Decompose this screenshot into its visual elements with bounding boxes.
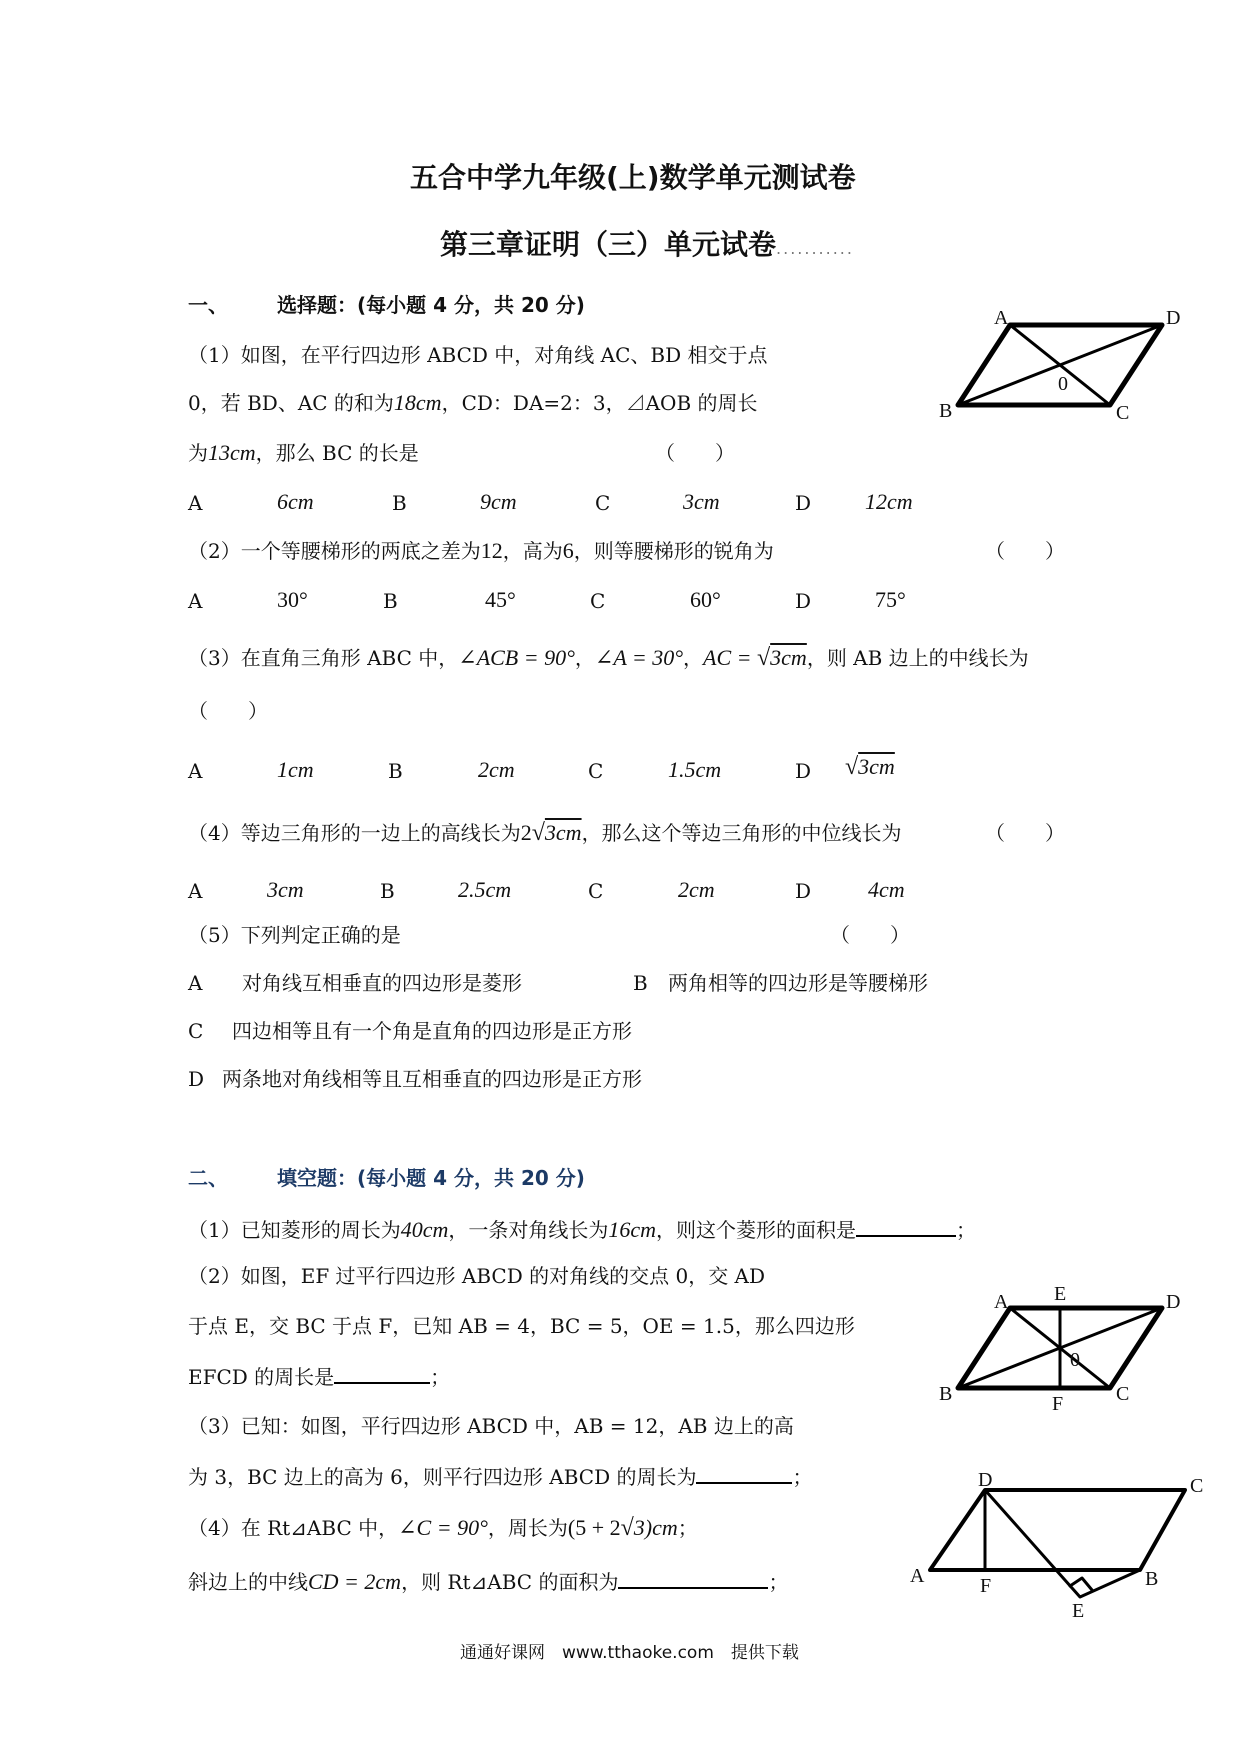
s2q1-text-c: ，则这个菱形的面积是 xyxy=(656,1218,857,1242)
figure-3-parallelogram-heights xyxy=(900,1460,1215,1622)
q3-math-1: ∠ACB = 90° xyxy=(458,645,575,670)
q5-option-b-text: 两角相等的四边形是等腰梯形 xyxy=(668,971,928,995)
fig3-label-d: D xyxy=(978,1469,993,1491)
q3-math-3a: AC = xyxy=(703,645,757,670)
s2q3-line2 xyxy=(188,1462,812,1490)
s2q4-end: ； xyxy=(768,1570,789,1594)
fig3-label-f: F xyxy=(980,1575,992,1597)
q3-sep-1: ， xyxy=(574,646,595,670)
footer-text: 通通好课网 www.tthaoke.com 提供下载 xyxy=(460,1643,799,1663)
fig2-label-o: 0 xyxy=(1070,1349,1080,1371)
q4-sqrt-symbol: √ xyxy=(531,820,545,846)
q3-math-3b: 3cm xyxy=(770,645,807,670)
s2q2-end: ； xyxy=(430,1365,451,1389)
s2q1-text-a: （1）已知菱形的周长为 xyxy=(188,1218,401,1242)
q3-option-c-letter: C xyxy=(588,759,604,783)
fig1-label-a: A xyxy=(994,307,1009,329)
s2q4-math-1: ∠C = 90° xyxy=(398,1515,488,1540)
fig2-label-e: E xyxy=(1054,1283,1067,1305)
q4-math-1b: 3cm xyxy=(544,820,582,845)
s2q3-line1: （3）已知：如图，平行四边形 ABCD 中，AB = 12，AB 边上的高 xyxy=(188,1414,794,1438)
q3-math-2: ∠A = 30° xyxy=(594,645,684,670)
q4-option-d-letter: D xyxy=(795,879,812,903)
s2q4-line2-b: ，则 Rt⊿ABC 的面积为 xyxy=(401,1570,619,1594)
s2q4-line2-math: CD = 2cm xyxy=(308,1569,402,1594)
q4-option-b-letter: B xyxy=(380,879,395,903)
q5-option-a-text: 对角线互相垂直的四边形是菱形 xyxy=(242,971,522,995)
fig2-label-c: C xyxy=(1116,1383,1130,1405)
q3-text-a: （3）在直角三角形 ABC 中， xyxy=(188,646,459,670)
s2q3-answer-blank[interactable] xyxy=(696,1462,792,1484)
q2-option-d-letter: D xyxy=(795,589,812,613)
page-subtitle xyxy=(440,228,854,262)
section2-heading: 填空题：(每小题 4 分，共 20 分) xyxy=(277,1166,585,1190)
subtitle-dots: ........... xyxy=(776,239,854,258)
fig3-label-c: C xyxy=(1190,1475,1204,1497)
q2-option-c-letter: C xyxy=(590,589,606,613)
q3-text-b: ，则 AB 边上的中线长为 xyxy=(806,646,1029,670)
q3-option-a-value: 1cm xyxy=(277,757,314,782)
q1-option-d-value: 12cm xyxy=(865,489,913,514)
s2q1-end: ； xyxy=(956,1218,977,1242)
subtitle-text: 第三章证明（三）单元试卷 xyxy=(440,228,777,261)
fig1-label-d: D xyxy=(1166,307,1181,329)
page-title: 五合中学九年级(上)数学单元测试卷 xyxy=(410,161,856,194)
q5-text: （5）下列判定正确的是 xyxy=(188,923,401,947)
q1-line2 xyxy=(188,390,758,416)
fig2-label-a: A xyxy=(994,1291,1009,1313)
fig3-height-de xyxy=(985,1490,1140,1597)
s2q4-text-a: （4）在 Rt⊿ABC 中， xyxy=(188,1516,399,1540)
s2q4-line2 xyxy=(188,1567,788,1595)
q1-option-a-letter: A xyxy=(188,491,203,515)
q3-option-d-sqrt: √ xyxy=(845,754,859,780)
q1-line3-math: 13cm xyxy=(208,440,256,465)
q4-text-b: ，那么这个等边三角形的中位线长为 xyxy=(581,821,902,845)
q1-line3-b: ，那么 BC 的长是 xyxy=(255,441,419,465)
q3-sqrt-symbol: √ xyxy=(757,645,771,671)
q5-option-b-letter: B xyxy=(633,971,648,995)
q1-line3-a: 为 xyxy=(188,441,208,465)
section1-number: 一、 xyxy=(188,293,228,317)
s2q1-math-1: 40cm xyxy=(400,1217,449,1242)
fig1-label-o: 0 xyxy=(1058,373,1068,395)
section2-number: 二、 xyxy=(188,1166,228,1190)
q1-option-d-letter: D xyxy=(795,491,812,515)
q2-option-d-value: 75° xyxy=(875,587,906,612)
q4-option-a-letter: A xyxy=(188,879,203,903)
q3-option-d-text: 3cm xyxy=(858,754,895,779)
q3-option-d-value xyxy=(845,754,895,780)
s2q2-line3 xyxy=(188,1362,450,1390)
q1-answer-paren: （ ） xyxy=(655,441,735,465)
q4-option-a-value: 3cm xyxy=(267,877,304,902)
q1-option-b-letter: B xyxy=(392,491,407,515)
q4-text xyxy=(188,820,902,846)
q1-option-a-value: 6cm xyxy=(277,489,314,514)
q3-text xyxy=(188,645,1029,671)
s2q1-math-2: 16cm xyxy=(608,1217,657,1242)
q4-math-1a: 2 xyxy=(520,820,532,845)
q4-option-c-letter: C xyxy=(588,879,604,903)
fig2-label-d: D xyxy=(1166,1291,1181,1313)
q4-text-a: （4）等边三角形的一边上的高线长为 xyxy=(188,821,521,845)
q5-option-c-text: 四边相等且有一个角是直角的四边形是正方形 xyxy=(232,1019,632,1043)
s2q2-answer-blank[interactable] xyxy=(334,1362,430,1384)
fig3-label-e: E xyxy=(1072,1600,1085,1622)
q2-option-b-letter: B xyxy=(383,589,398,613)
q3-option-d-letter: D xyxy=(795,759,812,783)
q4-option-b-value: 2.5cm xyxy=(458,877,512,902)
q2-option-a-value: 30° xyxy=(277,587,308,612)
s2q4-line1 xyxy=(188,1515,698,1541)
figure-2-parallelogram-ef xyxy=(930,1278,1190,1418)
q2-math-2: 6 xyxy=(562,538,574,563)
s2q1-text-b: ，一条对角线长为 xyxy=(448,1218,609,1242)
q2-text-b: ，高为 xyxy=(502,539,563,563)
q5-option-d-letter: D xyxy=(188,1067,205,1091)
s2q1-answer-blank[interactable] xyxy=(856,1215,956,1237)
q5-option-a-letter: A xyxy=(188,971,203,995)
s2q4-line2-a: 斜边上的中线 xyxy=(188,1570,308,1594)
q3-answer-paren: （ ） xyxy=(188,699,268,723)
s2q3-line2-text: 为 3，BC 边上的高为 6，则平行四边形 ABCD 的周长为 xyxy=(188,1465,697,1489)
q1-line3 xyxy=(188,440,419,466)
section1-heading: 选择题：(每小题 4 分，共 20 分) xyxy=(277,293,585,317)
fig1-label-b: B xyxy=(939,400,953,422)
s2q4-math-2b: 3)cm xyxy=(633,1515,678,1540)
s2q4-text-b: ，周长为 xyxy=(487,1516,568,1540)
q5-option-c-letter: C xyxy=(188,1019,204,1043)
q1-option-c-letter: C xyxy=(595,491,611,515)
q3-option-b-value: 2cm xyxy=(478,757,515,782)
s2q2-line3-text: EFCD 的周长是 xyxy=(188,1365,335,1389)
q3-option-c-value: 1.5cm xyxy=(668,757,722,782)
q2-option-b-value: 45° xyxy=(485,587,516,612)
s2q4-text-c: ； xyxy=(677,1516,698,1540)
q1-option-b-value: 9cm xyxy=(480,489,517,514)
q3-sep-2: ， xyxy=(683,646,704,670)
q2-text-c: ，则等腰梯形的锐角为 xyxy=(573,539,774,563)
q3-option-a-letter: A xyxy=(188,759,203,783)
q2-option-c-value: 60° xyxy=(690,587,721,612)
fig3-parallelogram-outline xyxy=(930,1490,1185,1570)
s2q4-math-2a: (5 + 2 xyxy=(567,1515,621,1540)
fig2-label-f: F xyxy=(1052,1393,1064,1415)
q2-option-a-letter: A xyxy=(188,589,203,613)
s2q4-answer-blank[interactable] xyxy=(618,1567,768,1589)
q2-math-1: 12 xyxy=(480,538,503,563)
q1-line1: （1）如图，在平行四边形 ABCD 中，对角线 AC、BD 相交于点 xyxy=(188,343,768,367)
fig2-label-b: B xyxy=(939,1383,953,1405)
fig3-label-a: A xyxy=(910,1565,925,1587)
s2q2-line2: 于点 E，交 BC 于点 F，已知 AB = 4，BC = 5，OE = 1.5，那么四边形 xyxy=(188,1314,855,1338)
fig1-label-c: C xyxy=(1116,402,1130,424)
s2q2-line1: （2）如图，EF 过平行四边形 ABCD 的对角线的交点 0，交 AD xyxy=(188,1264,766,1288)
q1-line2-math: 18cm xyxy=(393,390,442,415)
s2q1-text xyxy=(188,1215,976,1243)
q5-option-d-text: 两条地对角线相等且互相垂直的四边形是正方形 xyxy=(222,1067,642,1091)
q3-option-b-letter: B xyxy=(388,759,403,783)
figure-1-parallelogram xyxy=(930,300,1190,430)
q4-option-c-value: 2cm xyxy=(678,877,715,902)
s2q4-sqrt-symbol: √ xyxy=(620,1515,634,1541)
q5-answer-paren: （ ） xyxy=(830,923,910,947)
s2q3-end: ； xyxy=(792,1465,813,1489)
q2-text-a: （2）一个等腰梯形的两底之差为 xyxy=(188,539,481,563)
q4-option-d-value: 4cm xyxy=(868,877,905,902)
q1-line2-a: 0，若 BD、AC 的和为 xyxy=(188,391,394,415)
fig3-label-b: B xyxy=(1145,1568,1159,1590)
q2-text xyxy=(188,538,774,564)
q2-answer-paren: （ ） xyxy=(985,539,1065,563)
q4-answer-paren: （ ） xyxy=(985,821,1065,845)
q1-option-c-value: 3cm xyxy=(683,489,720,514)
q1-line2-b: ，CD：DA=2：3，⊿AOB 的周长 xyxy=(441,391,758,415)
